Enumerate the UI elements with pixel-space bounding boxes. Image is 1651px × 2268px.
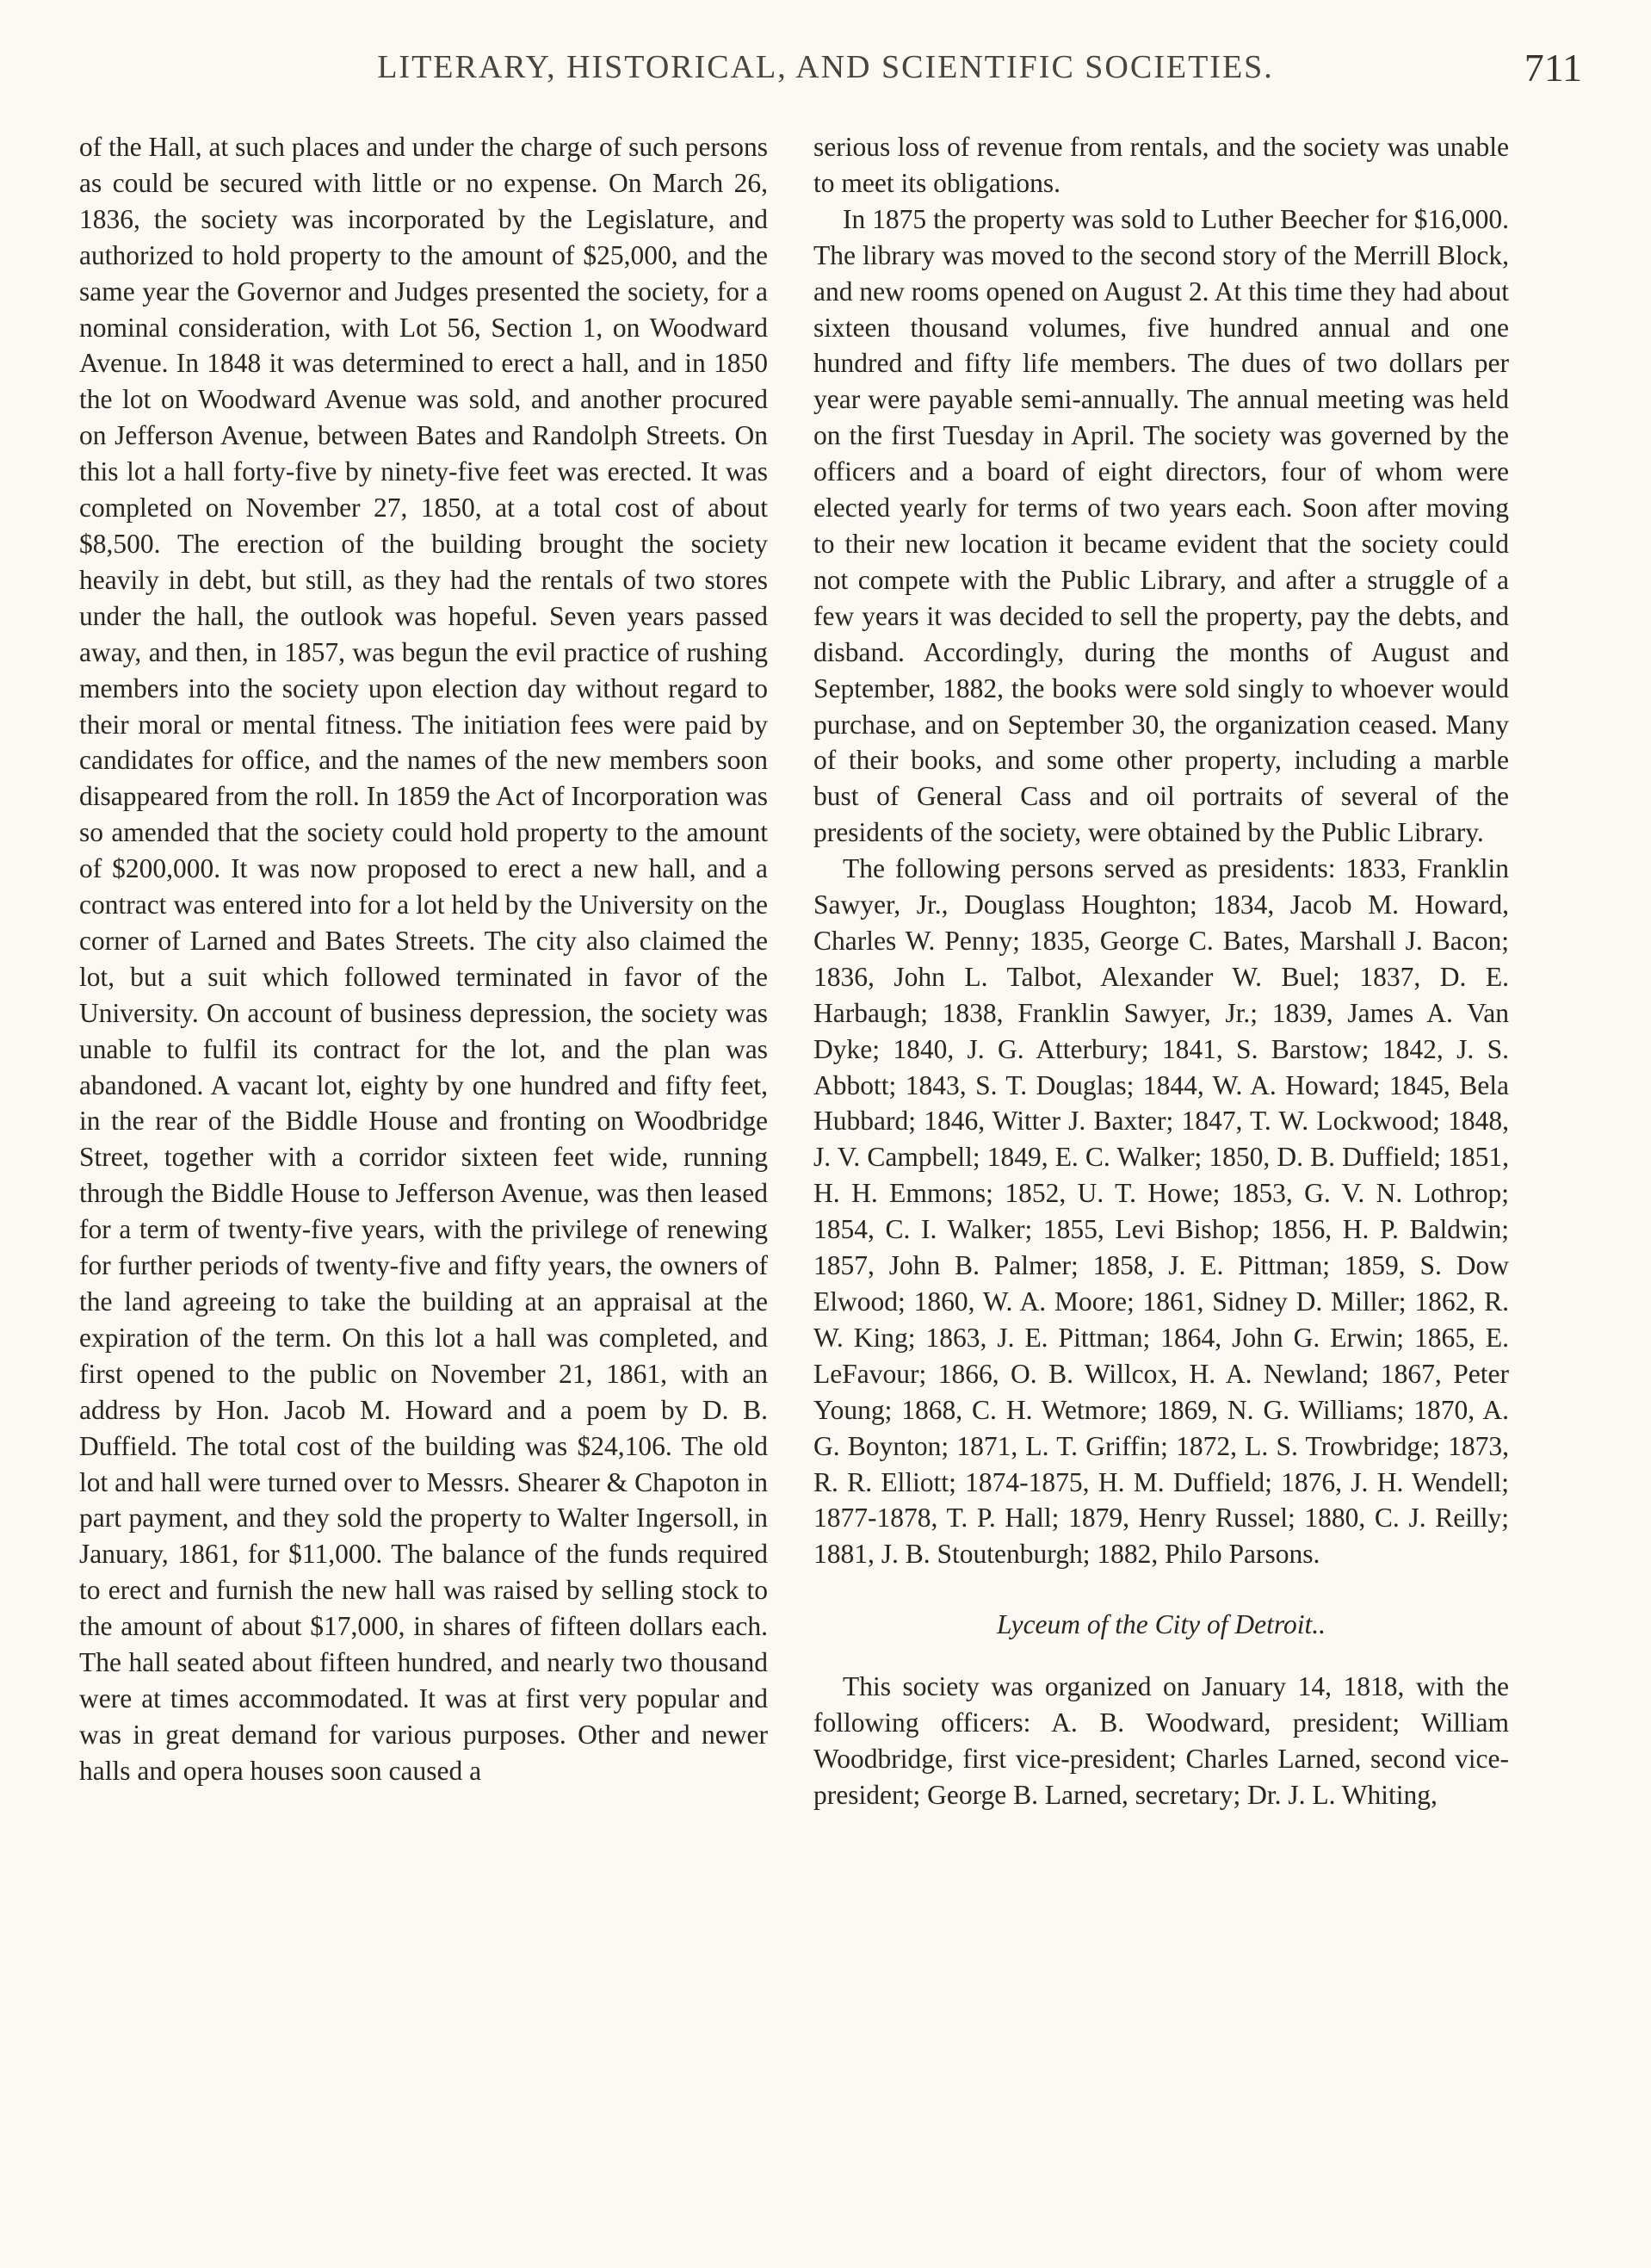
paragraph: serious loss of revenue from rentals, and the society was unable to meet its obligations. (813, 132, 1509, 198)
paragraph: The following persons served as presidents: 1833, Franklin Sawyer, Jr., Douglass Houghton; 1834, Jacob M. Howard, Charles W. Penny; 1835, George C. Bates, Marshall J. Bacon; 1836, John L. Talbot, Alexander W. Buel; 1837, D. E. Harbaugh; 1838, Franklin Sawyer, Jr.; 1839, James A. Van Dyke; 1840, J. G. Atterbury; 1841, S. Barstow; 1842, J. S. Abbott; 1843, S. T. Douglas; 1844, W. A. Howard; 1845, Bela Hubbard; 1846, Witter J. Baxter; 1847, T. W. Lockwood; 1848, J. V. Campbell; 1849, E. C. Walker; 1850, D. B. Duffield; 1851, H. H. Emmons; 1852, U. T. Howe; 1853, G. V. N. Lothrop; 1854, C. I. Walker; 1855, Levi Bishop; 1856, H. P. Baldwin; 1857, John B. Palmer; 1858, J. E. Pittman; 1859, S. Dow Elwood; 1860, W. A. Moore; 1861, Sidney D. Miller; 1862, R. W. King; 1863, J. E. Pittman; 1864, John G. Erwin; 1865, E. LeFavour; 1866, O. B. Willcox, H. A. Newland; 1867, Peter Young; 1868, C. H. Wetmore; 1869, N. G. Williams; 1870, A. G. Boynton; 1871, L. T. Griffin; 1872, L. S. Trowbridge; 1873, R. R. Elliott; 1874-1875, H. M. Duffield; 1876, J. H. Wendell; 1877-1878, T. P. Hall; 1879, Henry Russel; 1880, C. J. Reilly; 1881, J. B. Stoutenburgh; 1882, Philo Parsons. (813, 853, 1509, 1570)
page-number: 711 (1524, 46, 1582, 90)
paragraph: In 1875 the property was sold to Luther Beecher for $16,000. The library was moved to the second story of the Merrill Block, and new rooms opened on August 2. At this time they had about sixteen thousand volumes, five hundred annual and one hundred and fifty life members. The dues of two dollars per year were payable semi-annually. The annual meeting was held on the first Tuesday in April. The society was governed by the officers and a board of eight directors, four of whom were elected yearly for terms of two years each. Soon after moving to their new location it became evident that the society could not compete with the Public Library, and after a struggle of a few years it was decided to sell the property, pay the debts, and disband. Accordingly, during the months of August and September, 1882, the books were sold singly to whoever would purchase, and on September 30, the organization ceased. Many of their books, and some other property, including a marble bust of General Cass and oil portraits of several of the presidents of the society, were obtained by the Public Library. (813, 203, 1509, 848)
section-heading: Lyceum of the City of Detroit.. (997, 1609, 1326, 1640)
running-head: LITERARY, HISTORICAL, AND SCIENTIFIC SOCIETIES. (377, 49, 1274, 85)
left-column (79, 129, 768, 1789)
page-header (69, 45, 1582, 96)
right-column (813, 129, 1509, 1813)
paragraph: of the Hall, at such places and under the charge of such persons as could be secured with little or no expense. On March 26, 1836, the society was incorporated by the Legislature, and authorized to hold property to the amount of $25,000, and the same year the Governor and Judges presented the society, for a nominal consideration, with Lot 56, Section 1, on Woodward Avenue. In 1848 it was determined to erect a hall, and in 1850 the lot on Woodward Avenue was sold, and another procured on Jefferson Avenue, between Bates and Randolph Streets. On this lot a hall forty-five by ninety-five feet was erected. It was completed on November 27, 1850, at a total cost of about $8,500. The erection of the building brought the society heavily in debt, but still, as they had the rentals of two stores under the hall, the outlook was hopeful. Seven years passed away, and then, in 1857, was begun the evil practice of rushing members into the society upon election day without regard to their moral or mental fitness. The initiation fees were paid by candidates for office, and the names of the new members soon disappeared from the roll. In 1859 the Act of Incorporation was so amended that the society could hold property to the amount of $200,000. It was now proposed to erect a new hall, and a contract was entered into for a lot held by the University on the corner of Larned and Bates Streets. The city also claimed the lot, but a suit which followed terminated in favor of the University. On account of business depression, the society was unable to fulfil its contract for the lot, and the plan was abandoned. A vacant lot, eighty by one hundred and fifty feet, in the rear of the Biddle House and fronting on Woodbridge Street, together with a corridor sixteen feet wide, running through the Biddle House to Jefferson Avenue, was then leased for a term of twenty-five years, with the privilege of renewing for further periods of twenty-five and fifty years, the owners of the land agreeing to take the building at an appraisal at the expiration of the term. On this lot a hall was completed, and first opened to the public on November 21, 1861, with an address by Hon. Jacob M. Howard and a poem by D. B. Duffield. The total cost of the building was $24,106. The old lot and hall were turned over to Messrs. Shearer & Chapoton in part payment, and they sold the property to Walter Ingersoll, in January, 1861, for $11,000. The balance of the funds required to erect and furnish the new hall was raised by selling stock to the amount of about $17,000, in shares of fifteen dollars each. The hall seated about fifteen hundred, and nearly two thousand were at times accommodated. It was at first very popular and was in great demand for various purposes. Other and newer halls and opera houses soon caused a (79, 132, 768, 1786)
paragraph: This society was organized on January 14, 1818, with the following officers: A. B. Woodward, president; William Woodbridge, first vice-president; Charles Larned, second vice-president; George B. Larned, secretary; Dr. J. L. Whiting, (813, 1671, 1509, 1810)
